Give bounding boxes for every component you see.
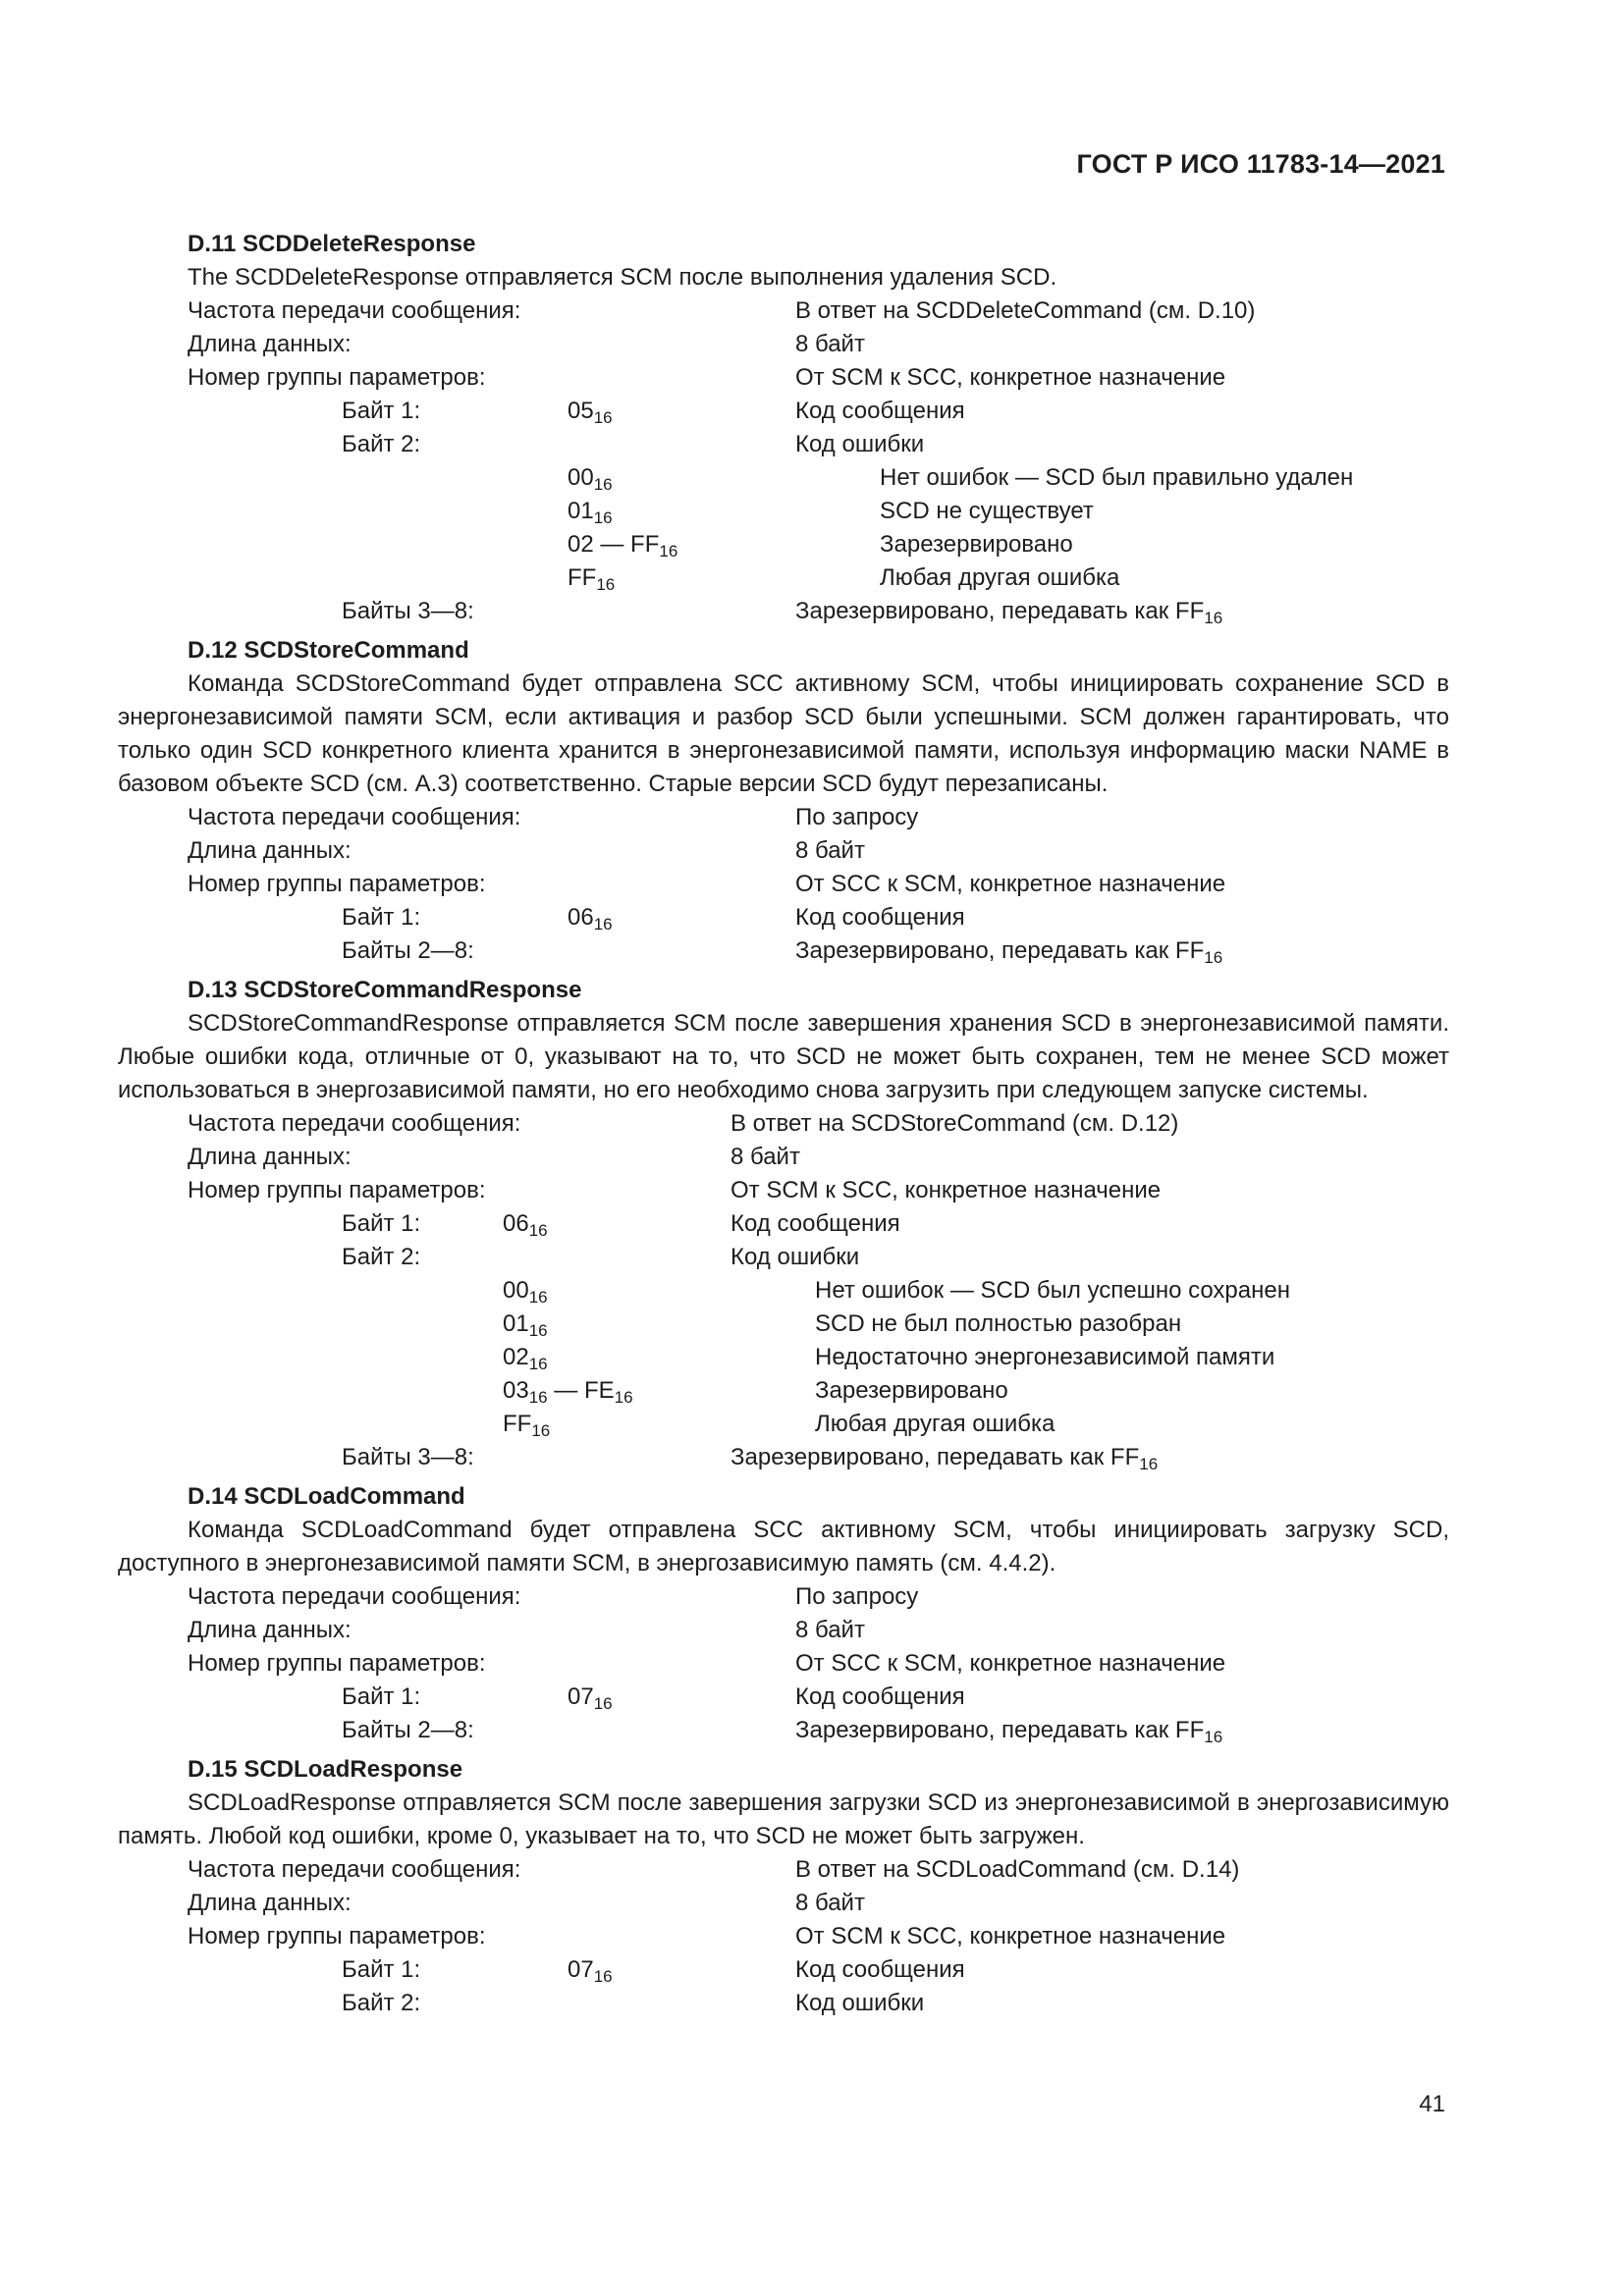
byte-label: Байт 1: — [342, 1683, 421, 1710]
spec-value: В ответ на SCDDeleteCommand (см. D.10) — [795, 297, 1256, 324]
spec-label: Частота передачи сообщения: — [188, 1110, 521, 1137]
section-d12 — [118, 634, 1449, 968]
error-description: Нет ошибок — SCD был правильно удален — [880, 464, 1354, 491]
spec-row — [118, 1647, 1449, 1681]
page-header: ГОСТ Р ИСО 11783-14—2021 — [1076, 149, 1445, 179]
section-d15 — [118, 1753, 1449, 2020]
spec-value: 8 байт — [795, 331, 865, 357]
spec-value: По запросу — [795, 1583, 919, 1610]
byte-row — [118, 1681, 1449, 1714]
byte-row — [118, 1714, 1449, 1747]
section-d14 — [118, 1480, 1449, 1747]
spec-value: От SCM к SCC, конкретное назначение — [795, 364, 1226, 391]
spec-row — [118, 1920, 1449, 1953]
spec-row — [118, 1107, 1449, 1141]
error-code-row — [118, 495, 1449, 528]
byte-code: $05_{16}$ — [568, 398, 613, 427]
section-d11 — [118, 228, 1449, 628]
byte-label: Байт 2: — [342, 1990, 421, 2016]
error-code-row — [118, 1308, 1449, 1341]
spec-row — [118, 868, 1449, 901]
error-code-row — [118, 1374, 1449, 1408]
spec-value: 8 байт — [731, 1144, 800, 1170]
byte-code: $06_{16}$ — [503, 1210, 548, 1240]
section-title: D.12 SCDStoreCommand — [188, 637, 469, 664]
spec-label: Номер группы параметров: — [188, 1177, 486, 1203]
byte-label: Байты 3—8: — [342, 598, 474, 624]
error-description: Недостаточно энергонезависимой памяти — [815, 1344, 1275, 1370]
spec-value: От SCC к SCM, конкретное назначение — [795, 1650, 1226, 1677]
error-description: SCD не был полностью разобран — [815, 1310, 1182, 1337]
spec-row — [118, 834, 1449, 868]
byte-value: Код сообщения — [795, 904, 965, 931]
spec-label: Длина данных: — [188, 837, 352, 864]
spec-row — [118, 1580, 1449, 1614]
byte-value: Код сообщения — [731, 1210, 900, 1237]
byte-code: $07_{16}$ — [568, 1956, 613, 1986]
error-code-row — [118, 1274, 1449, 1308]
error-description: Нет ошибок — SCD был успешно сохранен — [815, 1277, 1290, 1304]
spec-value: По запросу — [795, 804, 919, 830]
byte-label: Байт 1: — [342, 1210, 421, 1237]
byte-label: Байт 1: — [342, 398, 421, 424]
error-code: $FF_{16}$ — [568, 564, 616, 594]
error-description: Любая другая ошибка — [815, 1411, 1056, 1437]
byte-value: Зарезервировано, передавать как $FF_{16}$ — [795, 937, 1223, 967]
error-code-row — [118, 561, 1449, 595]
spec-label: Частота передачи сообщения: — [188, 1583, 521, 1610]
byte-row — [118, 1953, 1449, 1987]
byte-value: Зарезервировано, передавать как $FF_{16}$ — [731, 1444, 1159, 1473]
spec-row — [118, 328, 1449, 361]
spec-value: От SCM к SCC, конкретное назначение — [795, 1923, 1226, 1949]
spec-value: В ответ на SCDStoreCommand (см. D.12) — [731, 1110, 1179, 1137]
byte-value: Зарезервировано, передавать как $FF_{16}$ — [795, 1717, 1223, 1746]
section-paragraph: SCDLoadResponse отправляется SCM после завершения загрузки SCD из энергонезависимой в энергозависимую память. Любой код ошибки, кроме 0, указывает на то, что SCD не может быть загружен. — [118, 1789, 1449, 1849]
byte-row — [118, 595, 1449, 628]
byte-label: Байты 2—8: — [342, 937, 474, 964]
error-description: SCD не существует — [880, 498, 1094, 524]
section-paragraph: Команда SCDStoreCommand будет отправлена SCC активному SCM, чтобы инициировать сохранение SCD в энергонезависимой памяти SCM, если активация и разбор SCD были успешными. SCM должен гарантировать, что только один SCD конкретного клиента хранится в энергонезависимой памяти, используя информацию маски NAME в базовом объекте SCD (см. А.3) соответственно. Старые версии SCD будут перезаписаны. — [118, 670, 1449, 797]
section-paragraph: SCDStoreCommandResponse отправляется SCM после завершения хранения SCD в энергонезависимой памяти. Любые ошибки кода, отличные от 0, указывают на то, что SCD не может быть сохранен, тем не менее SCD может использоваться в энергозависимой памяти, но его необходимо снова загрузить при следующем запуске системы. — [118, 1010, 1449, 1103]
spec-label: Номер группы параметров: — [188, 1650, 486, 1677]
byte-row — [118, 1441, 1449, 1474]
spec-row — [118, 1614, 1449, 1647]
section-paragraph: Команда SCDLoadCommand будет отправлена SCC активному SCM, чтобы инициировать загрузку SCD, доступного в энергонезависимой памяти SCM, в энергозависимую память (см. 4.4.2). — [118, 1517, 1449, 1576]
error-code-row — [118, 1341, 1449, 1374]
section-title: D.13 SCDStoreCommandResponse — [188, 977, 582, 1003]
byte-value: Код ошибки — [731, 1244, 860, 1270]
section-paragraph: The SCDDeleteResponse отправляется SCM после выполнения удаления SCD. — [188, 264, 1057, 291]
spec-value: 8 байт — [795, 837, 865, 864]
spec-row — [118, 1141, 1449, 1174]
error-code: $00_{16}$ — [503, 1277, 548, 1307]
error-code: $01_{16}$ — [568, 498, 613, 527]
spec-value: От SCC к SCM, конкретное назначение — [795, 871, 1226, 897]
byte-value: Код ошибки — [795, 431, 925, 457]
page-number: 41 — [1419, 2091, 1445, 2117]
error-code: $02_{16}$ — [503, 1344, 548, 1373]
spec-value: В ответ на SCDLoadCommand (см. D.14) — [795, 1856, 1240, 1883]
spec-label: Номер группы параметров: — [188, 1923, 486, 1949]
byte-label: Байты 2—8: — [342, 1717, 474, 1743]
spec-value: 8 байт — [795, 1617, 865, 1643]
spec-row — [118, 294, 1449, 328]
spec-label: Номер группы параметров: — [188, 364, 486, 391]
spec-label: Частота передачи сообщения: — [188, 804, 521, 830]
byte-value: Код сообщения — [795, 398, 965, 424]
error-description: Зарезервировано — [880, 531, 1073, 558]
section-d13 — [118, 974, 1449, 1474]
spec-value: 8 байт — [795, 1890, 865, 1916]
byte-row — [118, 1207, 1449, 1241]
spec-label: Длина данных: — [188, 1890, 352, 1916]
spec-value: От SCM к SCC, конкретное назначение — [731, 1177, 1162, 1203]
error-code: $03_{16}$ — $FE_{16}$ — [503, 1377, 633, 1407]
byte-row — [118, 901, 1449, 934]
byte-row — [118, 934, 1449, 968]
error-description: Любая другая ошибка — [880, 564, 1120, 591]
spec-row — [118, 1174, 1449, 1207]
spec-row — [118, 1887, 1449, 1920]
spec-label: Номер группы параметров: — [188, 871, 486, 897]
error-code: $01_{16}$ — [503, 1310, 548, 1340]
spec-label: Частота передачи сообщения: — [188, 297, 521, 324]
error-code: $00_{16}$ — [568, 464, 613, 494]
spec-label: Частота передачи сообщения: — [188, 1856, 521, 1883]
byte-row — [118, 428, 1449, 461]
spec-row — [118, 361, 1449, 395]
spec-label: Длина данных: — [188, 1144, 352, 1170]
section-title: D.11 SCDDeleteResponse — [188, 231, 476, 257]
byte-row — [118, 1241, 1449, 1274]
document-body — [118, 222, 1449, 2020]
byte-label: Байт 1: — [342, 1956, 421, 1983]
byte-label: Байт 2: — [342, 431, 421, 457]
error-code-row — [118, 461, 1449, 495]
byte-label: Байты 3—8: — [342, 1444, 474, 1470]
byte-row — [118, 1987, 1449, 2020]
byte-value: Зарезервировано, передавать как $FF_{16}$ — [795, 598, 1223, 627]
byte-code: $07_{16}$ — [568, 1683, 613, 1713]
error-code-row — [118, 528, 1449, 561]
spec-row — [118, 1853, 1449, 1887]
error-code: 02 — $FF_{16}$ — [568, 531, 678, 561]
byte-row — [118, 395, 1449, 428]
section-title: D.15 SCDLoadResponse — [188, 1756, 463, 1783]
byte-label: Байт 1: — [342, 904, 421, 931]
byte-value: Код сообщения — [795, 1956, 965, 1983]
byte-value: Код ошибки — [795, 1990, 925, 2016]
spec-row — [118, 801, 1449, 834]
byte-label: Байт 2: — [342, 1244, 421, 1270]
error-code-row — [118, 1408, 1449, 1441]
byte-code: $06_{16}$ — [568, 904, 613, 934]
section-title: D.14 SCDLoadCommand — [188, 1483, 465, 1510]
spec-label: Длина данных: — [188, 1617, 352, 1643]
spec-label: Длина данных: — [188, 331, 352, 357]
byte-value: Код сообщения — [795, 1683, 965, 1710]
error-code: $FF_{16}$ — [503, 1411, 551, 1440]
error-description: Зарезервировано — [815, 1377, 1008, 1404]
